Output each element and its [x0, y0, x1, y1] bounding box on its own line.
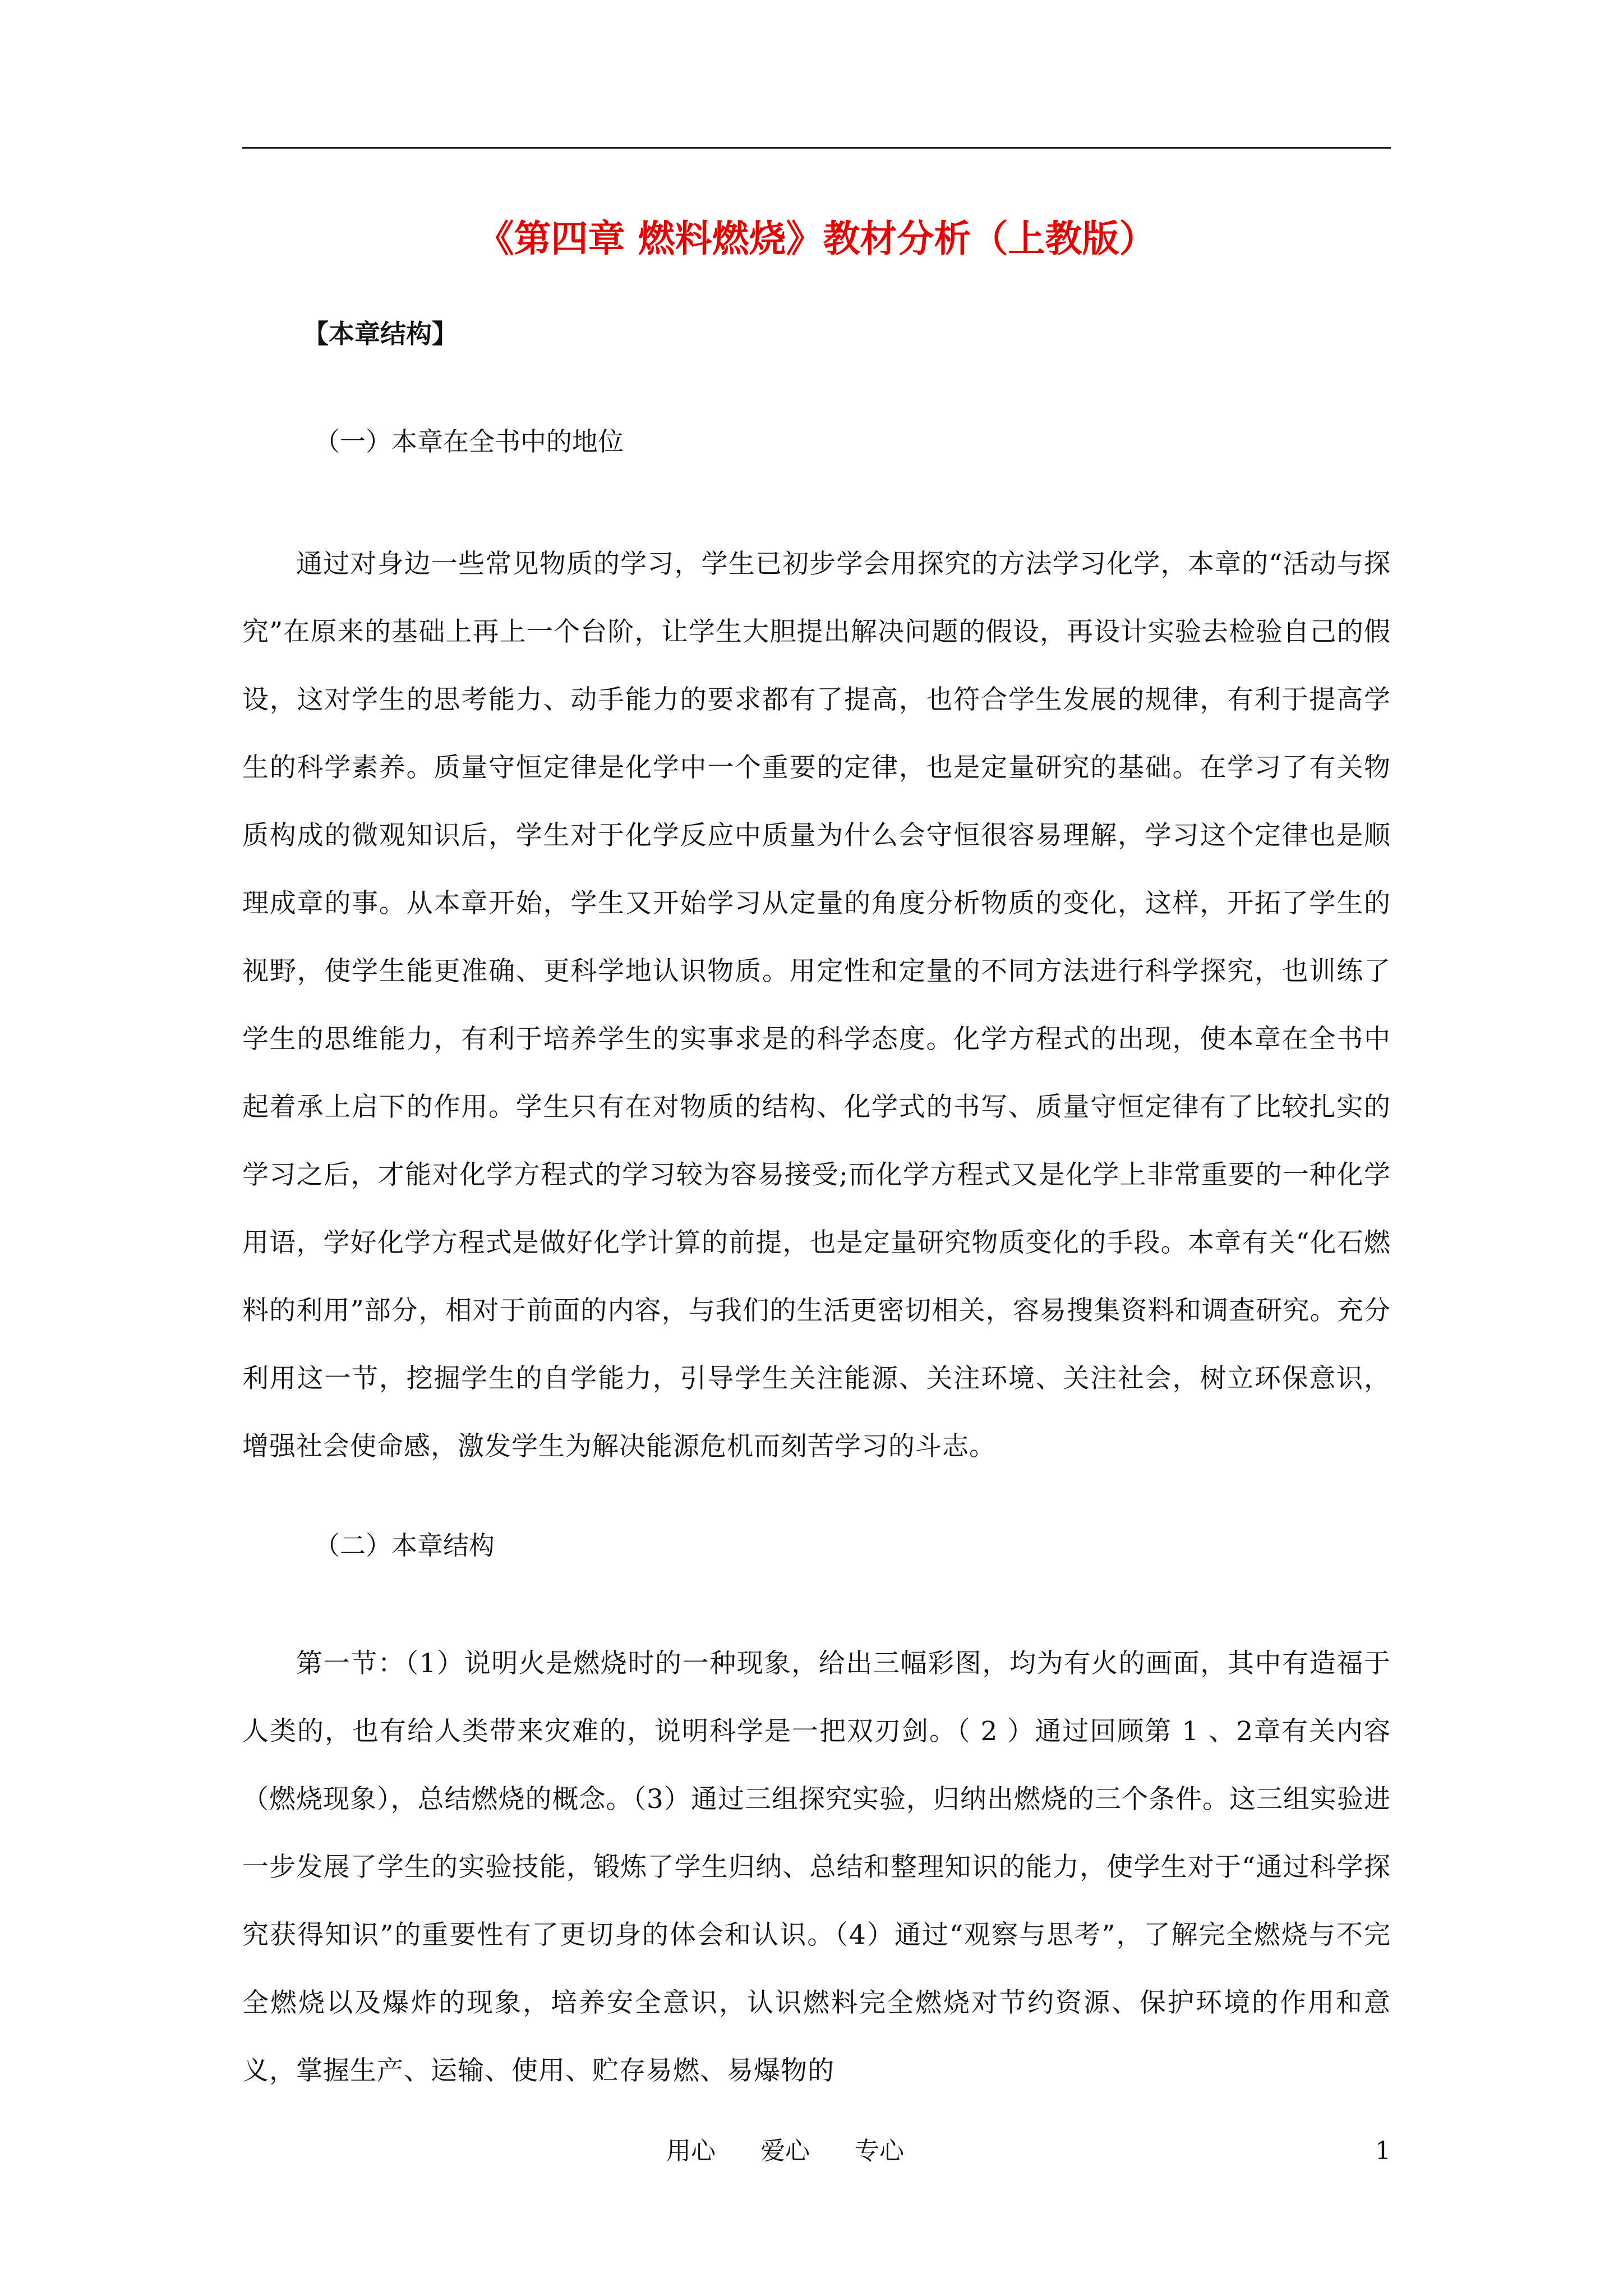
paragraph-chapter-structure: 第一节：（1）说明火是燃烧时的一种现象，给出三幅彩图，均为有火的画面，其中有造福于人类的，也有给人类带来灾难的，说明科学是一把双刃剑。（ 2 ）通过回顾第 1 、2章有关内容（燃烧现象），总结燃烧的概念。（3）通过三组探究实验，归纳出燃烧的三个条件。这三组实验进一步发展了学生的实验技能，锻炼了学生归纳、总结和整理知识的能力，使学生对于“通过科学探究获得知识”的重要性有了更切身的体会和认识。（4）通过“观察与思考”，了解完全燃烧与不完全燃烧以及爆炸的现象，培养安全意识，认识燃料完全燃烧对节约资源、保护环境的作用和意义，掌握生产、运输、使用、贮存易燃、易爆物的	[242, 1648, 1391, 2086]
footer-motto-2: 爱心	[760, 2137, 810, 2165]
header-rule	[242, 147, 1391, 149]
paragraph-chapter-position: 通过对身边一些常见物质的学习，学生已初步学会用探究的方法学习化学，本章的“活动与探究”在原来的基础上再上一个台阶，让学生大胆提出解决问题的假设，再设计实验去检验自己的假设，这对学生的思考能力、动手能力的要求都有了提高，也符合学生发展的规律，有利于提高学生的科学素养。质量守恒定律是化学中一个重要的定律，也是定量研究的基础。在学习了有关物质构成的微观知识后，学生对于化学反应中质量为什么会守恒很容易理解，学习这个定律也是顺理成章的事。从本章开始，学生又开始学习从定量的角度分析物质的变化，这样，开拓了学生的视野，使学生能更准确、更科学地认识物质。用定性和定量的不同方法进行科学探究，也训练了学生的思维能力，有利于培养学生的实事求是的科学态度。化学方程式的出现，使本章在全书中起着承上启下的作用。学生只有在对物质的结构、化学式的书写、质量守恒定律有了比较扎实的学习之后，才能对化学方程式的学习较为容易接受;而化学方程式又是化学上非常重要的一种化学用语，学好化学方程式是做好化学计算的前提，也是定量研究物质变化的手段。本章有关“化石燃料的利用”部分，相对于前面的内容，与我们的生活更密切相关，容易搜集资料和调查研究。充分利用这一节，挖掘学生的自学能力，引导学生关注能源、关注环境、关注社会，树立环保意识，增强社会使命感，激发学生为解决能源危机而刻苦学习的斗志。	[242, 549, 1391, 1462]
footer-motto	[666, 2132, 949, 2171]
page-number: 1	[1375, 2137, 1391, 2165]
subsection-heading-position: （一）本章在全书中的地位	[314, 426, 624, 457]
subsection-heading-structure: （二）本章结构	[314, 1530, 495, 1561]
page-footer	[0, 2132, 1623, 2171]
section-label: 【本章结构】	[303, 319, 458, 349]
document-title: 《第四章 燃料燃烧》教材分析（上教版）	[477, 217, 1156, 260]
footer-motto-1: 用心	[666, 2137, 716, 2165]
footer-motto-3: 专心	[855, 2137, 904, 2165]
